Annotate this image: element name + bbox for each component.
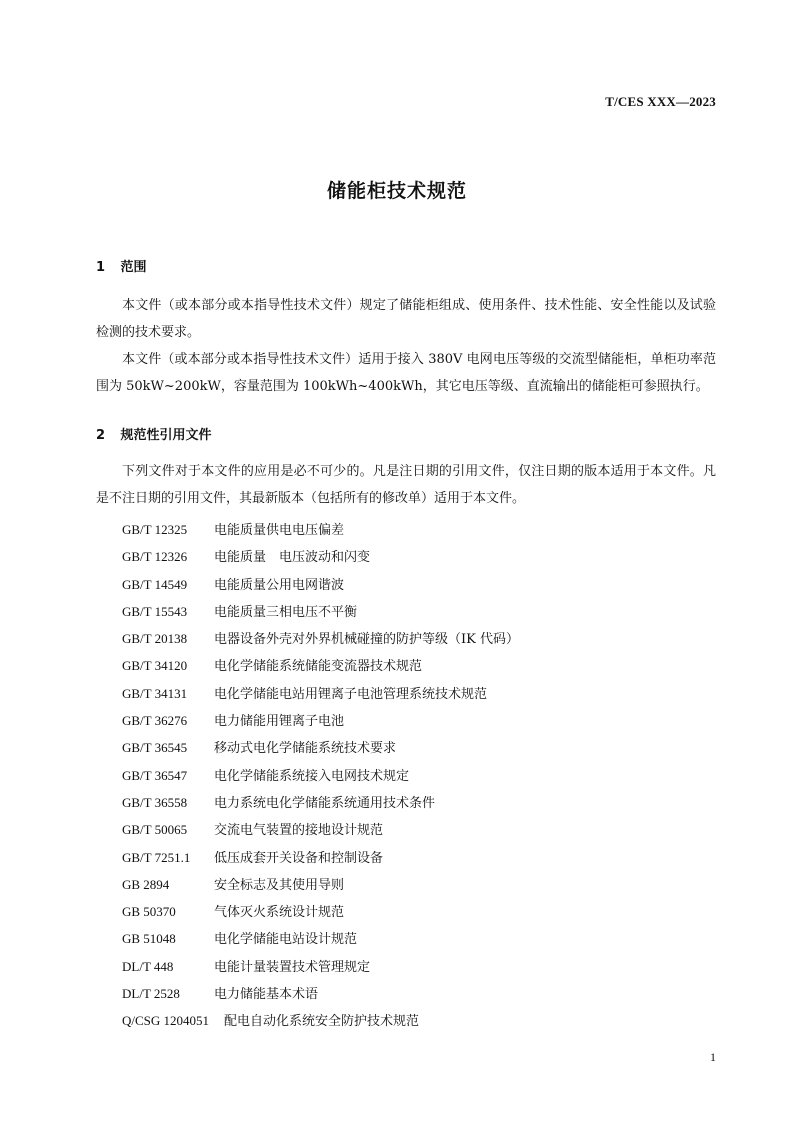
reference-item xyxy=(122,871,519,898)
reference-code: GB/T 7251.1 xyxy=(122,849,191,865)
reference-title: 电化学储能电站用锂离子电池管理系统技术规范 xyxy=(214,686,488,702)
reference-title: 低压成套开关设备和控制设备 xyxy=(214,850,384,866)
reference-item xyxy=(122,707,519,734)
reference-title: 电力系统电化学储能系统通用技术条件 xyxy=(214,795,436,811)
reference-title: 电能计量装置技术管理规定 xyxy=(214,959,371,975)
reference-item xyxy=(122,734,519,761)
reference-title: 电能质量公用电网谐波 xyxy=(214,577,345,593)
reference-item xyxy=(122,625,519,652)
reference-item xyxy=(122,762,519,789)
reference-list xyxy=(122,516,519,1035)
reference-item xyxy=(122,816,519,843)
reference-code: GB/T 36545 xyxy=(122,740,188,756)
paragraph-references-intro: 下列文件对于本文件的应用是必不可少的。凡是注日期的引用文件，仅注日期的版本适用于本文件。凡是不注日期的引用文件，其最新版本（包括所有的修改单）适用于本文件。 xyxy=(96,464,716,506)
reference-code: GB/T 34120 xyxy=(122,658,188,674)
document-title: 储能柜技术规范 xyxy=(326,180,467,202)
reference-title: 电器设备外壳对外界机械碰撞的防护等级（IK 代码） xyxy=(214,632,519,648)
reference-code: GB/T 36558 xyxy=(122,794,188,810)
reference-code: GB/T 36276 xyxy=(122,713,188,729)
reference-title: 气体灭火系统设计规范 xyxy=(214,905,345,921)
reference-item xyxy=(122,543,519,570)
reference-code: GB/T 50065 xyxy=(122,822,188,838)
reference-item xyxy=(122,789,519,816)
reference-code: GB/T 15543 xyxy=(122,603,188,619)
reference-code: GB/T 12326 xyxy=(122,549,188,565)
reference-title: 交流电气装置的接地设计规范 xyxy=(214,823,384,839)
reference-title: 配电自动化系统安全防护技术规范 xyxy=(224,1014,420,1030)
reference-item xyxy=(122,1007,519,1034)
reference-item xyxy=(122,898,519,925)
document-id: T/CES XXX—2023 xyxy=(605,94,716,109)
paragraph-scope-1: 本文件（或本部分或本指导性技术文件）规定了储能柜组成、使用条件、技术性能、安全性能以及试验检测的技术要求。 xyxy=(96,298,716,340)
reference-item xyxy=(122,680,519,707)
reference-code: GB/T 36547 xyxy=(122,767,188,783)
reference-item xyxy=(122,571,519,598)
section-heading-scope xyxy=(96,256,147,275)
reference-title: 电化学储能系统储能变流器技术规范 xyxy=(214,659,423,675)
reference-title: 电化学储能系统接入电网技术规定 xyxy=(214,768,410,784)
reference-item xyxy=(122,516,519,543)
reference-item xyxy=(122,598,519,625)
section-number: 1 xyxy=(96,260,106,275)
reference-code: GB/T 12325 xyxy=(122,522,188,537)
reference-title: 移动式电化学储能系统技术要求 xyxy=(214,741,397,757)
section-heading-normative-references xyxy=(96,424,212,443)
reference-code: Q/CSG 1204051 xyxy=(122,1013,210,1029)
section-title: 规范性引用文件 xyxy=(120,428,212,443)
reference-code: DL/T 2528 xyxy=(122,986,180,1002)
reference-item xyxy=(122,953,519,980)
reference-item xyxy=(122,980,519,1007)
reference-code: GB 51048 xyxy=(122,931,176,947)
reference-code: GB/T 34131 xyxy=(122,685,188,701)
reference-title: 安全标志及其使用导则 xyxy=(214,877,345,893)
reference-title: 电能质量 电压波动和闪变 xyxy=(214,550,371,566)
paragraph-scope-2: 本文件（或本部分或本指导性技术文件）适用于接入 380V 电网电压等级的交流型储能柜，单柜功率范围为 50kW~200kW，容量范围为 100kWh~400kWh，其它电压等级、直流输出的储能柜可参照执行。 xyxy=(96,352,716,394)
reference-title: 电力储能基本术语 xyxy=(214,987,319,1003)
reference-title: 电能质量三相电压不平衡 xyxy=(214,604,358,620)
section-number: 2 xyxy=(96,428,106,443)
reference-item xyxy=(122,925,519,952)
reference-item xyxy=(122,844,519,871)
reference-code: DL/T 448 xyxy=(122,958,174,974)
page-number: 1 xyxy=(710,1050,716,1064)
reference-code: GB 2894 xyxy=(122,876,170,892)
reference-title: 电能质量供电电压偏差 xyxy=(214,523,345,538)
reference-title: 电化学储能电站设计规范 xyxy=(214,932,358,948)
reference-code: GB/T 14549 xyxy=(122,576,188,592)
section-title: 范围 xyxy=(120,260,147,275)
reference-code: GB/T 20138 xyxy=(122,631,188,647)
reference-item xyxy=(122,652,519,679)
reference-title: 电力储能用锂离子电池 xyxy=(214,714,345,730)
reference-code: GB 50370 xyxy=(122,904,176,920)
